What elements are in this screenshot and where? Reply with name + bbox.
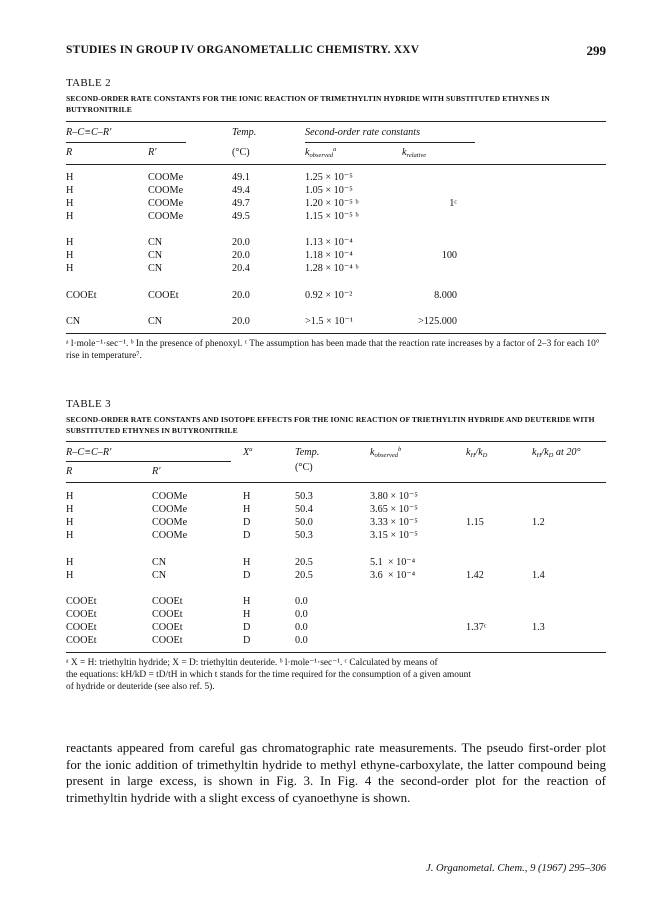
table-cell: 1.05 × 10⁻⁵: [305, 185, 353, 196]
table-cell: COOEt: [66, 290, 97, 301]
table-cell: COOMe: [152, 504, 188, 515]
table3-group-header: R–C≡C–R′: [66, 447, 112, 458]
table-cell: H: [243, 557, 251, 568]
table2-group-rule: [66, 142, 186, 143]
table-cell: CN: [148, 263, 163, 274]
table-cell: CN: [152, 570, 167, 581]
table2-top-rule: [66, 121, 606, 122]
table-cell: COOEt: [152, 609, 183, 620]
table-cell: H: [243, 504, 251, 515]
table-cell: 1.3: [532, 622, 545, 633]
table-cell: 49.7: [232, 198, 250, 209]
table-cell: H: [66, 172, 74, 183]
table2-col-krelative: $k_{relative}$: [402, 147, 427, 159]
table-cell: 100: [441, 250, 457, 261]
table3-caption: SECOND-ORDER RATE CONSTANTS AND ISOTOPE EFFECTS FOR THE IONIC REACTION OF TRIETHYLTIN HYDRIDE AND DEUTERIDE WITH SUBSTITUTED ETHYNES IN BUTYRONITRILE: [66, 415, 595, 435]
table3-top-rule: [66, 441, 606, 442]
table2-col-kobserved: $k_{observed}^a$: [305, 146, 337, 159]
table-cell: 1.42: [466, 570, 484, 581]
table3-col-r: R: [66, 466, 73, 477]
table-cell: 0.92 × 10⁻²: [305, 290, 353, 301]
running-head-title: STUDIES IN GROUP IV ORGANOMETALLIC CHEMISTRY. XXV: [66, 44, 420, 56]
table-cell: CN: [66, 316, 81, 327]
table2-footnote: ᵃ l·mole⁻¹·sec⁻¹. ᵇ In the presence of phenoxyl. ᶜ The assumption has been made that the reaction rate increases by a factor of 2–3 for each 10° rise in temperature⁷.: [66, 339, 600, 361]
table-cell: COOEt: [152, 596, 183, 607]
table2-temp-header: Temp.: [232, 127, 257, 138]
table-cell: COOEt: [66, 635, 97, 646]
table-cell: 20.4: [232, 263, 250, 274]
table-cell: H: [243, 596, 251, 607]
table-cell: 0.0: [295, 609, 308, 620]
table-cell: 49.5: [232, 211, 250, 222]
table-cell: H: [66, 263, 74, 274]
table-cell: CN: [148, 237, 163, 248]
running-head: [66, 44, 606, 60]
table3-footnote-line: of hydride or deuteride (see also ref. 5).: [66, 682, 215, 692]
table-cell: D: [243, 635, 251, 646]
table3-temp-unit: (°C): [295, 462, 313, 473]
table-cell: H: [66, 211, 74, 222]
table2-rate-header: Second-order rate constants: [305, 127, 421, 138]
table-cell: COOMe: [152, 517, 188, 528]
table-cell: 1.28 × 10⁻⁴ ᵇ: [305, 263, 359, 274]
table-cell: 3.6 × 10⁻⁴: [370, 570, 416, 581]
table-cell: H: [66, 570, 74, 581]
table-cell: 49.1: [232, 172, 250, 183]
table3-col-rprime: R′: [152, 466, 161, 477]
table-cell: COOMe: [152, 491, 188, 502]
table-cell: 1.18 × 10⁻⁴: [305, 250, 353, 261]
page-number: 299: [586, 43, 606, 58]
table-cell: 0.0: [295, 635, 308, 646]
table-cell: 20.0: [232, 316, 250, 327]
table-cell: H: [243, 609, 251, 620]
table-cell: 50.3: [295, 491, 313, 502]
table3-footnote-line: ᵃ X = H: triethyltin hydride; X = D: triethyltin deuteride. ᵇ l·mole⁻¹·sec⁻¹. ᶜ Calculated by means of: [66, 658, 438, 668]
table2-header-rule: [66, 164, 606, 165]
table-cell: 20.5: [295, 557, 313, 568]
table-cell: 1.15 × 10⁻⁵ ᵇ: [305, 211, 359, 222]
table-cell: COOMe: [148, 211, 184, 222]
body-text: reactants appeared from careful gas chromatographic rate measurements. The pseudo first-order plot for the ionic addition of trimethyltin hydride to methyl ethyne-carboxylate, the latter compound being present in large excess, is shown in Fig. 3. In Fig. 4 the second-order plot for the reaction of trimethyltin hydride with a slight excess of cyanoethyne is shown.: [66, 740, 606, 805]
table3-col-x: $X^a$: [243, 446, 253, 458]
table-cell: D: [243, 530, 251, 541]
table-cell: D: [243, 517, 251, 528]
table-cell: H: [66, 504, 74, 515]
table-cell: CN: [152, 557, 167, 568]
table-cell: CN: [148, 250, 163, 261]
table-cell: H: [66, 517, 74, 528]
table-cell: H: [66, 250, 74, 261]
table3-col-kh-kd-20: $k_H/k_D$ at 20°: [532, 447, 581, 459]
table3-header-rule: [66, 482, 606, 483]
table-cell: COOMe: [148, 198, 184, 209]
table-cell: COOEt: [66, 622, 97, 633]
table3-col-kobserved: $k_{observed}^b$: [370, 446, 402, 459]
table-cell: 49.4: [232, 185, 250, 196]
table3-bottom-rule: [66, 652, 606, 653]
table-cell: 1.4: [532, 570, 545, 581]
table-cell: 0.0: [295, 596, 308, 607]
table3-label: TABLE 3: [66, 398, 111, 410]
table-cell: 20.5: [295, 570, 313, 581]
table-cell: 1.2: [532, 517, 545, 528]
table-cell: 50.4: [295, 504, 313, 515]
table2-label: TABLE 2: [66, 77, 111, 89]
table-cell: COOMe: [152, 530, 188, 541]
table-cell: 1.37ᶜ: [466, 622, 487, 633]
table2-bottom-rule: [66, 333, 606, 334]
table-cell: 20.0: [232, 290, 250, 301]
table2-rate-rule: [305, 142, 475, 143]
table-cell: 50.3: [295, 530, 313, 541]
table-cell: 3.65 × 10⁻⁵: [370, 504, 418, 515]
table3-col-kh-kd: $k_H/k_D$: [466, 447, 488, 459]
table-cell: 20.0: [232, 250, 250, 261]
table2-group-header: R–C≡C–R′: [66, 127, 112, 138]
table-cell: COOEt: [148, 290, 179, 301]
table-cell: COOMe: [148, 172, 184, 183]
table-cell: H: [66, 530, 74, 541]
table-cell: H: [66, 557, 74, 568]
table-cell: 8.000: [434, 290, 457, 301]
table-cell: COOMe: [148, 185, 184, 196]
table-cell: H: [66, 198, 74, 209]
table-cell: 3.33 × 10⁻⁵: [370, 517, 418, 528]
table-cell: H: [66, 237, 74, 248]
table2-col-r: R: [66, 147, 73, 158]
table-cell: 1.25 × 10⁻⁵: [305, 172, 353, 183]
table-cell: COOEt: [152, 622, 183, 633]
table3-footnote-line: the equations: kH/kD = tD/tH in which t stands for the time required for the consumption of a given amount: [66, 670, 471, 680]
table-cell: COOEt: [152, 635, 183, 646]
table-cell: D: [243, 570, 251, 581]
table-cell: COOEt: [66, 596, 97, 607]
table-cell: 1.20 × 10⁻⁵ ᵇ: [305, 198, 359, 209]
table-cell: 20.0: [232, 237, 250, 248]
body-paragraph: [66, 740, 606, 806]
table-cell: H: [243, 491, 251, 502]
table-cell: H: [66, 491, 74, 502]
table-cell: D: [243, 622, 251, 633]
table-cell: 0.0: [295, 622, 308, 633]
table-cell: >125.000: [418, 316, 457, 327]
table2-caption: SECOND-ORDER RATE CONSTANTS FOR THE IONIC REACTION OF TRIMETHYLTIN HYDRIDE WITH SUBSTITUTED ETHYNES IN BUTYRONITRILE: [66, 94, 550, 114]
table3-temp-header: Temp.: [295, 447, 320, 458]
table2-col-rprime: R′: [148, 147, 157, 158]
journal-reference: J. Organometal. Chem., 9 (1967) 295–306: [426, 863, 606, 874]
table-cell: 3.80 × 10⁻⁵: [370, 491, 418, 502]
table3-group-rule: [66, 461, 231, 462]
table-cell: 1.15: [466, 517, 484, 528]
table-cell: CN: [148, 316, 163, 327]
table-cell: 5.1 × 10⁻⁴: [370, 557, 416, 568]
table-cell: >1.5 × 10⁻¹: [305, 316, 353, 327]
table3-footnote: [66, 657, 606, 693]
table-cell: 50.0: [295, 517, 313, 528]
table-cell: H: [66, 185, 74, 196]
table-cell: COOEt: [66, 609, 97, 620]
table-cell: 1ᶜ: [449, 198, 457, 209]
table-cell: 1.13 × 10⁻⁴: [305, 237, 353, 248]
table2-temp-unit: (°C): [232, 147, 250, 158]
table-cell: 3.15 × 10⁻⁵: [370, 530, 418, 541]
